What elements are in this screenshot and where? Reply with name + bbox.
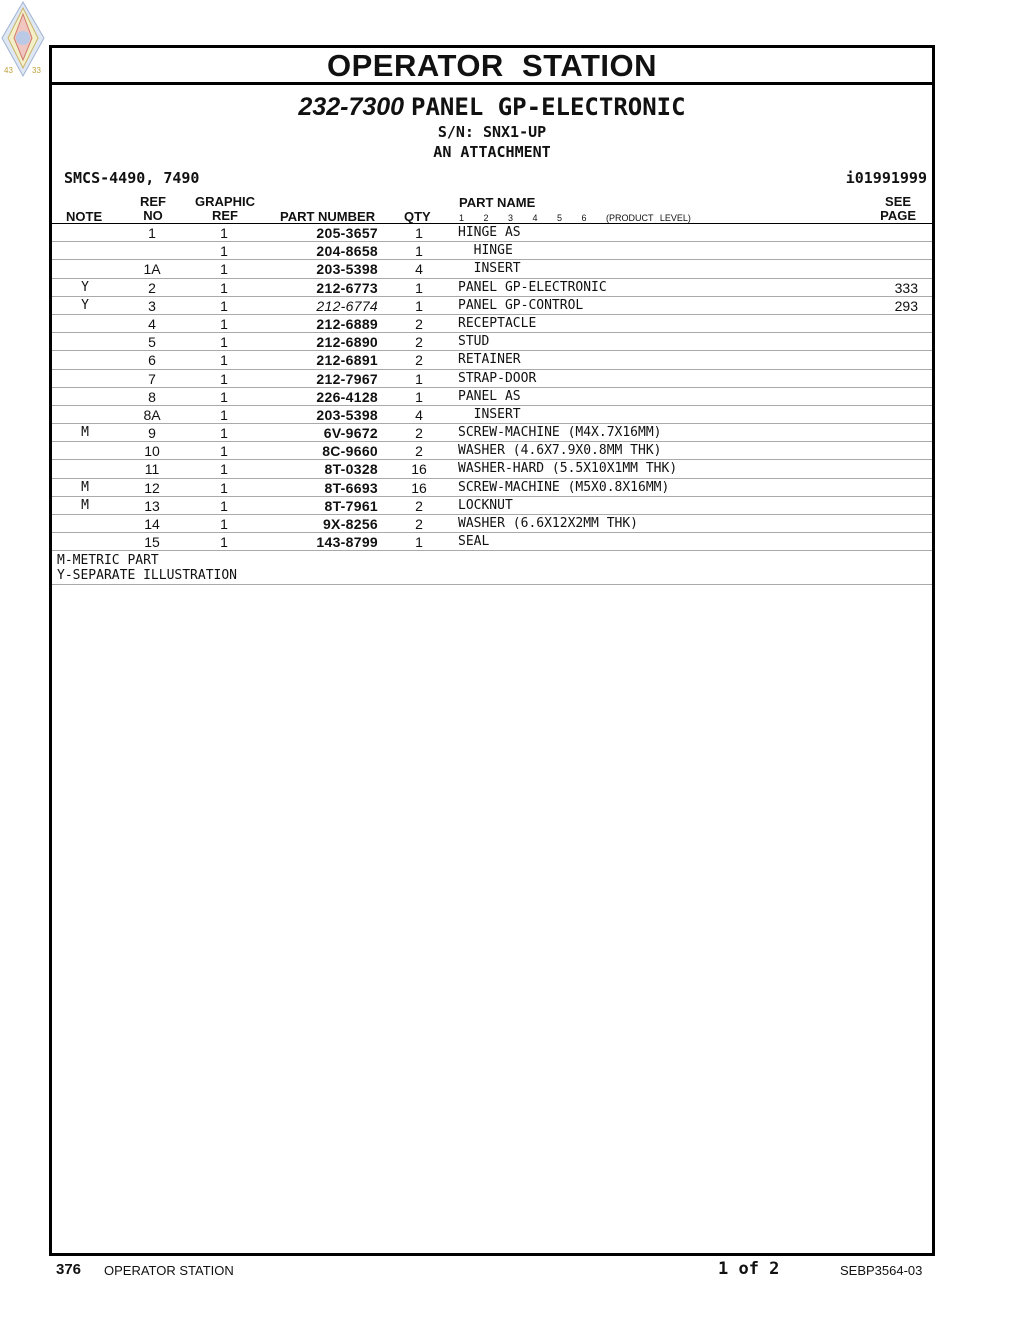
row-ref-no: 10 <box>144 443 160 460</box>
row-ref-no: 14 <box>144 516 160 532</box>
row-part-number: 212-6889 <box>316 315 378 332</box>
row-graphic-ref: 1 <box>220 261 228 278</box>
row-part-name: STUD <box>458 334 490 350</box>
row-graphic-ref: 1 <box>220 534 228 551</box>
section-title-bar <box>52 48 932 85</box>
row-qty: 4 <box>415 261 423 278</box>
row-see-page: 293 <box>894 297 918 314</box>
row-part-number: 204-8658 <box>316 243 378 260</box>
row-part-name: INSERT <box>458 261 521 277</box>
row-part-number: 203-5398 <box>316 261 378 278</box>
table-row <box>52 460 932 478</box>
row-note: Y <box>81 297 89 313</box>
row-qty: 1 <box>415 297 423 314</box>
group-name: PANEL GP-ELECTRONIC <box>411 93 686 121</box>
row-part-name: PANEL GP-ELECTRONIC <box>458 279 607 295</box>
row-part-name: STRAP-DOOR <box>458 370 537 386</box>
row-part-number: 6V-9672 <box>323 425 378 442</box>
table-row <box>52 497 932 515</box>
row-qty: 1 <box>415 534 423 551</box>
row-part-number: 143-8799 <box>316 534 378 551</box>
row-graphic-ref: 1 <box>220 225 228 241</box>
row-graphic-ref: 1 <box>220 388 228 405</box>
col-see-top: SEE <box>885 194 912 209</box>
row-qty: 2 <box>415 443 423 460</box>
row-ref-no: 8A <box>143 406 161 423</box>
col-ref-top: REF <box>140 194 166 209</box>
serial-range: S/N: SNX1-UP <box>437 123 547 141</box>
col-graphic-top: GRAPHIC <box>195 194 255 209</box>
col-ref-bottom: NO <box>143 208 163 223</box>
row-graphic-ref: 1 <box>220 516 228 532</box>
row-note: M <box>81 479 89 495</box>
row-part-name: LOCKNUT <box>458 497 513 513</box>
row-part-name: INSERT <box>458 406 521 422</box>
row-qty: 2 <box>415 352 423 369</box>
row-part-number: 212-6891 <box>316 352 378 369</box>
note-separate: Y-SEPARATE ILLUSTRATION <box>57 568 238 584</box>
col-note: NOTE <box>66 209 103 224</box>
row-graphic-ref: 1 <box>220 334 228 351</box>
publisher-logo <box>0 0 46 80</box>
illustration-id: i01991999 <box>845 169 927 187</box>
table-row <box>52 479 932 497</box>
col-see-bottom: PAGE <box>880 208 916 223</box>
row-ref-no: 8 <box>148 388 156 405</box>
table-row <box>52 442 932 460</box>
row-graphic-ref: 1 <box>220 443 228 460</box>
row-graphic-ref: 1 <box>220 497 228 514</box>
row-part-number: 205-3657 <box>316 225 378 241</box>
row-qty: 1 <box>415 225 423 241</box>
table-row <box>52 260 932 278</box>
row-part-name: WASHER-HARD (5.5X10X1MM THK) <box>458 461 678 477</box>
row-part-name: HINGE <box>458 243 513 259</box>
row-part-name: SCREW-MACHINE (M5X0.8X16MM) <box>458 479 670 495</box>
row-ref-no: 11 <box>144 461 160 478</box>
logo-left-number: 43 <box>4 66 13 75</box>
column-header <box>52 191 932 224</box>
table-row <box>52 370 932 388</box>
row-qty: 16 <box>411 461 427 478</box>
table-row <box>52 424 932 442</box>
col-graphic-bottom: REF <box>212 208 238 223</box>
row-graphic-ref: 1 <box>220 370 228 387</box>
table-row <box>52 279 932 297</box>
row-graphic-ref: 1 <box>220 352 228 369</box>
attachment-label: AN ATTACHMENT <box>433 143 551 161</box>
row-part-name: RETAINER <box>458 352 521 368</box>
row-part-number: 8T-6693 <box>324 479 378 496</box>
table-row <box>52 224 932 242</box>
col-ref-no <box>138 195 168 223</box>
row-qty: 2 <box>415 497 423 514</box>
row-qty: 2 <box>415 315 423 332</box>
table-row <box>52 333 932 351</box>
row-ref-no: 3 <box>148 297 156 314</box>
section-title: OPERATOR STATION <box>327 48 657 83</box>
row-ref-no: 6 <box>148 352 156 369</box>
row-graphic-ref: 1 <box>220 243 228 260</box>
row-graphic-ref: 1 <box>220 479 228 496</box>
notes-legend <box>52 551 932 585</box>
document-number: SEBP3564-03 <box>840 1263 923 1278</box>
row-ref-no: 5 <box>148 334 156 351</box>
row-graphic-ref: 1 <box>220 461 228 478</box>
row-part-name: HINGE AS <box>458 225 521 240</box>
row-qty: 2 <box>415 516 423 532</box>
row-qty: 4 <box>415 406 423 423</box>
row-part-number: 8C-9660 <box>322 443 378 460</box>
table-row <box>52 533 932 551</box>
smcs-code: SMCS-4490, 7490 <box>64 169 200 187</box>
row-part-number: 203-5398 <box>316 406 378 423</box>
col-see-page <box>880 195 916 223</box>
row-note: M <box>81 497 89 513</box>
col-part-name: PART NAME <box>459 195 536 210</box>
row-part-number: 8T-7961 <box>324 497 378 514</box>
row-part-name: SCREW-MACHINE (M4X.7X16MM) <box>458 425 662 441</box>
table-row <box>52 315 932 333</box>
table-row <box>52 351 932 369</box>
row-note: M <box>81 425 89 441</box>
row-note: Y <box>81 279 89 295</box>
col-product-levels: 1 2 3 4 5 6 (PRODUCT LEVEL) <box>459 213 691 223</box>
group-header <box>52 85 932 191</box>
row-part-name: WASHER (4.6X7.9X0.8MM THK) <box>458 443 662 459</box>
row-ref-no: 13 <box>144 497 160 514</box>
row-qty: 1 <box>415 279 423 296</box>
row-part-name: WASHER (6.6X12X2MM THK) <box>458 516 639 531</box>
logo-right-number: 33 <box>32 66 41 75</box>
row-qty: 1 <box>415 243 423 260</box>
footer-section: OPERATOR STATION <box>104 1263 234 1278</box>
row-ref-no: 15 <box>144 534 160 551</box>
row-part-number: 212-7967 <box>316 370 378 387</box>
row-ref-no: 12 <box>144 479 160 496</box>
row-graphic-ref: 1 <box>220 425 228 442</box>
table-row <box>52 406 932 424</box>
row-part-number: 8T-0328 <box>324 461 378 478</box>
col-qty: QTY <box>404 209 431 224</box>
row-part-name: RECEPTACLE <box>458 315 537 331</box>
row-qty: 1 <box>415 388 423 405</box>
row-qty: 2 <box>415 334 423 351</box>
group-title <box>52 93 932 121</box>
page-number: 376 <box>56 1261 82 1278</box>
row-graphic-ref: 1 <box>220 297 228 314</box>
note-metric: M-METRIC PART <box>57 553 159 569</box>
parts-table-body <box>52 224 932 551</box>
row-graphic-ref: 1 <box>220 315 228 332</box>
row-graphic-ref: 1 <box>220 406 228 423</box>
table-row <box>52 388 932 406</box>
row-see-page: 333 <box>894 279 918 296</box>
row-part-number: 212-6774 <box>316 297 378 314</box>
table-row <box>52 297 932 315</box>
row-ref-no: 4 <box>148 315 156 332</box>
table-row <box>52 515 932 533</box>
row-qty: 2 <box>415 425 423 442</box>
row-part-number: 9X-8256 <box>322 516 378 532</box>
row-part-number: 226-4128 <box>316 388 378 405</box>
row-part-name: PANEL AS <box>458 388 521 404</box>
row-qty: 16 <box>411 479 427 496</box>
row-part-number: 212-6890 <box>316 334 378 351</box>
col-graphic-ref <box>192 195 258 223</box>
col-part-number: PART NUMBER <box>280 209 376 224</box>
parts-frame <box>49 45 935 1256</box>
row-qty: 1 <box>415 370 423 387</box>
row-ref-no: 9 <box>148 425 156 442</box>
row-part-number: 212-6773 <box>316 279 378 296</box>
page-footer <box>0 1259 1020 1283</box>
sheet-indicator: 1 of 2 <box>718 1259 780 1279</box>
row-ref-no: 1A <box>143 261 161 278</box>
row-part-name: SEAL <box>458 534 490 550</box>
table-row <box>52 242 932 260</box>
row-ref-no: 1 <box>148 225 156 241</box>
row-part-name: PANEL GP-CONTROL <box>458 297 584 313</box>
row-ref-no: 7 <box>148 370 156 387</box>
row-graphic-ref: 1 <box>220 279 228 296</box>
group-number: 232-7300 <box>298 93 405 121</box>
row-ref-no: 2 <box>148 279 156 296</box>
